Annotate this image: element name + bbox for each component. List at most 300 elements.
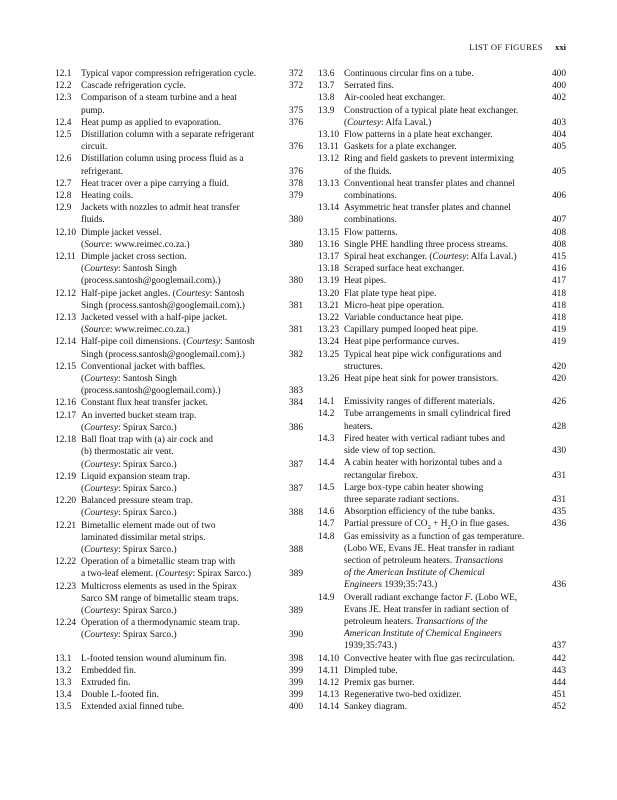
figure-number: 12.8 bbox=[55, 191, 72, 202]
figure-page-number: 415 bbox=[551, 252, 566, 263]
caption-line: Fired heater with vertical radiant tubes and bbox=[344, 433, 505, 444]
figure-entry bbox=[55, 80, 303, 92]
figure-entry bbox=[55, 495, 303, 519]
caption-line: Absorption efficiency of the tube banks. bbox=[344, 507, 495, 518]
figure-page-number: 416 bbox=[551, 264, 566, 275]
caption-line: Operation of a bimetallic steam trap with bbox=[81, 557, 236, 568]
figure-page-number: 386 bbox=[288, 422, 303, 433]
caption-line: Singh (process.santosh@googlemail.com).) bbox=[81, 349, 245, 360]
figure-entry bbox=[318, 336, 566, 348]
figure-caption bbox=[344, 68, 536, 80]
figure-page-number: 402 bbox=[551, 93, 566, 104]
figure-page-number: 444 bbox=[551, 677, 566, 688]
caption-line: Construction of a typical plate heat exchanger. bbox=[344, 105, 519, 116]
figure-caption bbox=[81, 336, 273, 360]
caption-line: side view of top section. bbox=[344, 446, 436, 457]
caption-line: (Courtesy: Spirax Sarco.) bbox=[81, 422, 177, 433]
figure-caption bbox=[344, 701, 536, 713]
figure-page-number: 406 bbox=[551, 191, 566, 202]
figure-entry bbox=[318, 105, 566, 129]
caption-line: Capillary pumped looped heat pipe. bbox=[344, 325, 479, 336]
caption-line: fluids. bbox=[81, 215, 105, 226]
caption-line: Distillation column using process fluid as a bbox=[81, 154, 244, 165]
figure-caption bbox=[344, 239, 536, 251]
caption-line: laminated dissimilar metal strips. bbox=[81, 532, 206, 543]
caption-line: Large box-type cabin heater showing bbox=[344, 482, 484, 493]
figure-number: 14.2 bbox=[318, 409, 335, 420]
caption-line: Comparison of a steam turbine and a heat bbox=[81, 93, 237, 104]
figure-entry bbox=[318, 665, 566, 677]
figure-caption bbox=[344, 141, 536, 153]
figure-entry bbox=[55, 190, 303, 202]
figure-entry bbox=[55, 361, 303, 398]
figure-page-number: 408 bbox=[551, 227, 566, 238]
figure-page-number: 372 bbox=[288, 81, 303, 92]
figure-number: 13.17 bbox=[318, 252, 340, 263]
figure-number: 12.4 bbox=[55, 117, 72, 128]
caption-line: petroleum heaters. Transactions of the bbox=[344, 616, 488, 627]
figure-page-number: 451 bbox=[551, 690, 566, 701]
figure-number: 14.6 bbox=[318, 507, 335, 518]
figure-entry bbox=[318, 129, 566, 141]
figure-caption bbox=[81, 117, 273, 129]
caption-line: Dimpled tube. bbox=[344, 665, 398, 676]
figure-number: 13.26 bbox=[318, 374, 340, 385]
figure-number: 13.11 bbox=[318, 142, 339, 153]
figure-entry bbox=[318, 457, 566, 481]
caption-line: Flat plate type heat pipe. bbox=[344, 288, 437, 299]
figure-caption bbox=[344, 531, 536, 592]
caption-line: a two-leaf element. (Courtesy: Spirax Sarco.) bbox=[81, 569, 252, 580]
figure-number: 12.23 bbox=[55, 581, 77, 592]
caption-line: Dimple jacket cross section. bbox=[81, 252, 187, 263]
figure-caption bbox=[81, 68, 273, 80]
figure-page-number: 431 bbox=[551, 470, 566, 481]
figure-entry bbox=[318, 653, 566, 665]
figure-number: 12.13 bbox=[55, 313, 77, 324]
figure-entry bbox=[318, 312, 566, 324]
caption-line: Bimetallic element made out of two bbox=[81, 520, 216, 531]
figure-entry bbox=[318, 689, 566, 701]
figure-number: 13.15 bbox=[318, 227, 340, 238]
figure-number: 12.16 bbox=[55, 398, 77, 409]
figure-caption bbox=[81, 80, 273, 92]
figure-entry bbox=[318, 80, 566, 92]
figure-caption bbox=[344, 433, 536, 457]
figure-caption bbox=[344, 153, 536, 177]
figure-entry bbox=[318, 227, 566, 239]
figure-caption bbox=[81, 361, 273, 398]
figure-entry bbox=[55, 701, 303, 713]
figure-number: 13.7 bbox=[318, 81, 335, 92]
caption-line: Asymmetric heat transfer plates and channel bbox=[344, 203, 511, 214]
caption-line: Serrated fins. bbox=[344, 81, 394, 92]
caption-line: of the American Institute of Chemical bbox=[344, 568, 485, 579]
figure-page-number: 428 bbox=[551, 421, 566, 432]
figure-number: 13.6 bbox=[318, 69, 335, 79]
caption-line: 1939;35:743.) bbox=[344, 641, 397, 652]
caption-line: Ring and field gaskets to prevent intermixing bbox=[344, 154, 514, 165]
figure-number: 13.8 bbox=[318, 93, 335, 104]
figure-caption bbox=[344, 92, 536, 104]
figure-number: 13.13 bbox=[318, 178, 340, 189]
figure-number: 13.21 bbox=[318, 300, 340, 311]
figure-entry bbox=[55, 117, 303, 129]
caption-line: Regenerative two-bed oxidizer. bbox=[344, 690, 462, 701]
figure-number: 14.4 bbox=[318, 458, 335, 469]
figure-page-number: 400 bbox=[551, 81, 566, 92]
running-header-title: LIST OF FIGURES bbox=[469, 42, 543, 52]
figure-page-number: 435 bbox=[551, 507, 566, 518]
caption-line: Heat pipe heat sink for power transistors. bbox=[344, 374, 499, 385]
figure-entry bbox=[55, 471, 303, 495]
figure-caption bbox=[81, 617, 273, 641]
figure-entry bbox=[318, 408, 566, 432]
figure-caption bbox=[344, 178, 536, 202]
figure-caption bbox=[344, 288, 536, 300]
figure-number: 14.3 bbox=[318, 433, 335, 444]
figure-number: 14.9 bbox=[318, 592, 335, 603]
figure-list-left-column bbox=[55, 68, 303, 714]
caption-line: Ball float trap with (a) air cock and bbox=[81, 435, 213, 446]
figure-caption bbox=[81, 495, 273, 519]
caption-line: (Courtesy: Santosh Singh bbox=[81, 374, 177, 385]
figure-entry bbox=[55, 397, 303, 409]
figure-caption bbox=[344, 653, 536, 665]
figure-entry bbox=[318, 300, 566, 312]
caption-line: Sarco SM range of bimetallic steam traps. bbox=[81, 593, 239, 604]
running-header bbox=[469, 42, 566, 52]
figure-caption bbox=[344, 129, 536, 141]
figure-page-number: 426 bbox=[551, 397, 566, 408]
figure-page-number: 399 bbox=[288, 690, 303, 701]
caption-line: rectangular firebox. bbox=[344, 470, 418, 481]
caption-line: Heat pump as applied to evaporation. bbox=[81, 117, 222, 128]
caption-line: Dimple jacket vessel. bbox=[81, 227, 162, 238]
figure-page-number: 389 bbox=[288, 605, 303, 616]
figure-caption bbox=[344, 482, 536, 506]
figure-page-number: 417 bbox=[551, 276, 566, 287]
figure-entry bbox=[55, 227, 303, 251]
caption-line: (process.santosh@googlemail.com).) bbox=[81, 386, 221, 397]
caption-line: (Lobo WE, Evans JE. Heat transfer in radiant bbox=[344, 543, 515, 554]
figure-page-number: 418 bbox=[551, 313, 566, 324]
figure-page-number: 405 bbox=[551, 166, 566, 177]
figure-number: 13.9 bbox=[318, 105, 335, 116]
caption-line: Micro-heat pipe operation. bbox=[344, 300, 445, 311]
figure-caption bbox=[344, 263, 536, 275]
caption-line: Heat pipes. bbox=[344, 276, 387, 287]
figure-page-number: 378 bbox=[288, 178, 303, 189]
figure-page-number: 404 bbox=[551, 130, 566, 141]
figure-number: 13.1 bbox=[55, 653, 72, 664]
figure-caption bbox=[81, 178, 273, 190]
caption-line: Convective heater with flue gas recirculation. bbox=[344, 653, 515, 664]
figure-number: 12.2 bbox=[55, 81, 72, 92]
figure-entry bbox=[55, 312, 303, 336]
caption-line: (Courtesy: Spirax Sarco.) bbox=[81, 459, 177, 470]
figure-page-number: 387 bbox=[288, 483, 303, 494]
caption-line: (Courtesy: Spirax Sarco.) bbox=[81, 630, 177, 641]
caption-line: Extended axial finned tube. bbox=[81, 702, 185, 713]
figure-entry bbox=[318, 592, 566, 653]
figure-number: 14.13 bbox=[318, 690, 340, 701]
figure-number: 12.10 bbox=[55, 227, 77, 238]
figure-entry bbox=[318, 506, 566, 518]
caption-line: Jackets with nozzles to admit heat transfer bbox=[81, 203, 240, 214]
caption-line: Premix gas burner. bbox=[344, 677, 415, 688]
caption-line: Jacketed vessel with a half-pipe jacket. bbox=[81, 313, 228, 324]
caption-line: Flow patterns. bbox=[344, 227, 398, 238]
figure-number: 13.20 bbox=[318, 288, 340, 299]
caption-line: three separate radiant sections. bbox=[344, 494, 460, 505]
figure-caption bbox=[344, 324, 536, 336]
caption-line: Conventional jacket with baffles. bbox=[81, 361, 206, 372]
figure-caption bbox=[81, 677, 273, 689]
figure-page-number: 407 bbox=[551, 215, 566, 226]
figure-entry bbox=[55, 434, 303, 471]
figure-entry bbox=[318, 701, 566, 713]
caption-line: Single PHE handling three process streams. bbox=[344, 239, 509, 250]
figure-page-number: 419 bbox=[551, 337, 566, 348]
caption-line: Gaskets for a plate exchanger. bbox=[344, 142, 457, 153]
figure-caption bbox=[81, 190, 273, 202]
figure-entry bbox=[318, 396, 566, 408]
figure-entry bbox=[55, 520, 303, 557]
caption-line: Overall radiant exchange factor F. (Lobo WE, bbox=[344, 592, 518, 603]
figure-entry bbox=[318, 518, 566, 530]
caption-line: Flow patterns in a plate heat exchanger. bbox=[344, 130, 493, 141]
caption-line: circuit. bbox=[81, 142, 108, 153]
caption-line: Tube arrangements in small cylindrical fired bbox=[344, 409, 511, 420]
figure-caption bbox=[344, 80, 536, 92]
figure-number: 14.10 bbox=[318, 653, 340, 664]
figure-number: 12.24 bbox=[55, 618, 77, 629]
figure-entry bbox=[55, 677, 303, 689]
figure-entry bbox=[318, 239, 566, 251]
figure-page-number: 381 bbox=[288, 325, 303, 336]
figure-page-number: 420 bbox=[551, 361, 566, 372]
figure-caption bbox=[344, 275, 536, 287]
figure-number: 12.1 bbox=[55, 69, 72, 79]
figure-caption bbox=[344, 689, 536, 701]
figure-page-number: 376 bbox=[288, 142, 303, 153]
caption-line: Scraped surface heat exchanger. bbox=[344, 264, 465, 275]
figure-page-number: 376 bbox=[288, 117, 303, 128]
figure-caption bbox=[81, 129, 273, 153]
figure-number: 14.7 bbox=[318, 519, 335, 530]
caption-line: Partial pressure of $CO_2 + H_2O$ in flue gases. bbox=[344, 519, 510, 532]
figure-entry bbox=[55, 251, 303, 288]
caption-line: section of petroleum heaters. Transactions bbox=[344, 555, 504, 566]
figure-entry bbox=[318, 178, 566, 202]
caption-line: Engineers 1939;35:743.) bbox=[344, 580, 438, 591]
section-gap bbox=[318, 385, 566, 396]
figure-page-number: 372 bbox=[288, 69, 303, 79]
figure-caption bbox=[344, 457, 536, 481]
figure-page-number: 389 bbox=[288, 569, 303, 580]
caption-line: A cabin heater with horizontal tubes and a bbox=[344, 458, 503, 469]
figure-page-number: 376 bbox=[288, 166, 303, 177]
figure-number: 12.20 bbox=[55, 496, 77, 507]
figure-number: 12.19 bbox=[55, 471, 77, 482]
caption-line: (Courtesy: Santosh Singh bbox=[81, 264, 177, 275]
figure-page-number: 381 bbox=[288, 300, 303, 311]
caption-line: Embedded fin. bbox=[81, 665, 137, 676]
figure-entry bbox=[318, 263, 566, 275]
caption-line: Heating coils. bbox=[81, 191, 134, 202]
figure-page-number: 420 bbox=[551, 374, 566, 385]
figure-caption bbox=[344, 408, 536, 432]
figure-caption bbox=[81, 312, 273, 336]
caption-line: Air-cooled heat exchanger. bbox=[344, 93, 446, 104]
figure-caption bbox=[344, 105, 536, 129]
figure-entry bbox=[318, 349, 566, 373]
caption-line: L-footed tension wound aluminum fin. bbox=[81, 653, 227, 664]
caption-line: combinations. bbox=[344, 215, 397, 226]
caption-line: Double L-footed fin. bbox=[81, 690, 159, 701]
figure-page-number: 436 bbox=[551, 519, 566, 530]
figure-page-number: 380 bbox=[288, 215, 303, 226]
figure-page-number: 379 bbox=[288, 191, 303, 202]
figure-entry bbox=[318, 68, 566, 80]
caption-line: heaters. bbox=[344, 421, 373, 432]
figure-entry bbox=[318, 677, 566, 689]
figure-page-number: 399 bbox=[288, 677, 303, 688]
figure-entry bbox=[55, 68, 303, 80]
figure-caption bbox=[81, 689, 273, 701]
figure-number: 12.12 bbox=[55, 288, 77, 299]
figure-caption bbox=[81, 701, 273, 713]
figure-entry bbox=[55, 153, 303, 177]
figure-caption bbox=[344, 506, 536, 518]
caption-line: Balanced pressure steam trap. bbox=[81, 496, 193, 507]
caption-line: of the fluids. bbox=[344, 166, 392, 177]
caption-line: Conventional heat transfer plates and channel bbox=[344, 178, 516, 189]
figure-page-number: 431 bbox=[551, 494, 566, 505]
figure-caption bbox=[81, 665, 273, 677]
figure-page-number: 398 bbox=[288, 653, 303, 664]
figure-entry bbox=[318, 92, 566, 104]
figure-number: 13.10 bbox=[318, 130, 340, 141]
figure-caption bbox=[81, 410, 273, 434]
figure-entry bbox=[55, 202, 303, 226]
figure-number: 12.21 bbox=[55, 520, 77, 531]
caption-line: (process.santosh@googlemail.com).) bbox=[81, 276, 221, 287]
caption-line: Constant flux heat transfer jacket. bbox=[81, 398, 208, 409]
figure-caption bbox=[344, 227, 536, 239]
figure-number: 14.1 bbox=[318, 397, 335, 408]
caption-line: combinations. bbox=[344, 191, 397, 202]
figure-caption bbox=[344, 312, 536, 324]
figure-page-number: 380 bbox=[288, 276, 303, 287]
figure-caption bbox=[81, 556, 273, 580]
figure-list-right-column bbox=[318, 68, 566, 714]
figure-page-number: 405 bbox=[551, 142, 566, 153]
figure-number: 12.3 bbox=[55, 93, 72, 104]
caption-line: (Courtesy: Spirax Sarco.) bbox=[81, 483, 177, 494]
figure-number: 12.17 bbox=[55, 410, 77, 421]
figure-page-number: 388 bbox=[288, 508, 303, 519]
caption-line: (Courtesy: Spirax Sarco.) bbox=[81, 544, 177, 555]
figure-number: 13.5 bbox=[55, 702, 72, 713]
caption-line: structures. bbox=[344, 361, 383, 372]
figure-entry bbox=[318, 531, 566, 592]
caption-line: (Courtesy: Alfa Laval.) bbox=[344, 117, 432, 128]
figure-caption bbox=[344, 251, 536, 263]
figure-caption bbox=[81, 520, 273, 557]
caption-line: Variable conductance heat pipe. bbox=[344, 313, 464, 324]
figure-entry bbox=[55, 653, 303, 665]
caption-line: pump. bbox=[81, 105, 105, 116]
figure-number: 13.24 bbox=[318, 337, 340, 348]
caption-line: Distillation column with a separate refrigerant bbox=[81, 130, 255, 141]
caption-line: Half-pipe coil dimensions. (Courtesy: Santosh bbox=[81, 337, 255, 348]
figure-caption bbox=[344, 396, 536, 408]
caption-line: Emissivity ranges of different materials. bbox=[344, 397, 495, 408]
figure-caption bbox=[344, 592, 536, 653]
caption-line: Typical vapor compression refrigeration cycle. bbox=[81, 69, 257, 79]
figure-caption bbox=[344, 336, 536, 348]
figure-number: 12.14 bbox=[55, 337, 77, 348]
caption-line: Typical heat pipe wick configurations and bbox=[344, 349, 502, 360]
caption-line: (Courtesy: Spirax Sarco.) bbox=[81, 508, 177, 519]
figure-caption bbox=[344, 349, 536, 373]
figure-caption bbox=[81, 202, 273, 226]
figure-caption bbox=[81, 153, 273, 177]
caption-line: Operation of a thermodynamic steam trap. bbox=[81, 618, 240, 629]
figure-entry bbox=[55, 336, 303, 360]
figure-entry bbox=[318, 373, 566, 385]
figure-page-number: 383 bbox=[288, 386, 303, 397]
figure-page-number: 399 bbox=[288, 665, 303, 676]
caption-line: Spiral heat exchanger. (Courtesy: Alfa Laval.) bbox=[344, 252, 517, 263]
figure-caption bbox=[81, 653, 273, 665]
figure-caption bbox=[344, 300, 536, 312]
figure-entry bbox=[55, 581, 303, 618]
figure-page-number: 388 bbox=[288, 544, 303, 555]
caption-line: Heat pipe performance curves. bbox=[344, 337, 460, 348]
caption-line: (b) thermostatic air vent. bbox=[81, 447, 174, 458]
figure-page-number: 387 bbox=[288, 459, 303, 470]
figure-caption bbox=[81, 288, 273, 312]
figure-number: 13.22 bbox=[318, 313, 340, 324]
figure-number: 12.22 bbox=[55, 557, 77, 568]
figure-entry bbox=[55, 410, 303, 434]
figure-number: 13.18 bbox=[318, 264, 340, 275]
figure-caption bbox=[81, 471, 273, 495]
figure-page-number: 418 bbox=[551, 288, 566, 299]
caption-line: Sankey diagram. bbox=[344, 702, 408, 713]
figure-number: 12.6 bbox=[55, 154, 72, 165]
caption-line: Half-pipe jacket angles. (Courtesy: Santosh bbox=[81, 288, 245, 299]
section-gap bbox=[55, 642, 303, 653]
caption-line: Multicross elements as used in the Spirax bbox=[81, 581, 237, 592]
figure-number: 12.15 bbox=[55, 361, 77, 372]
figure-caption bbox=[344, 518, 536, 530]
caption-line: American Institute of Chemical Engineers bbox=[344, 629, 502, 640]
figure-page-number: 382 bbox=[288, 349, 303, 360]
figure-entry bbox=[318, 433, 566, 457]
figure-entry bbox=[55, 178, 303, 190]
caption-line: Liquid expansion steam trap. bbox=[81, 471, 190, 482]
figure-page-number: 437 bbox=[551, 641, 566, 652]
figure-page-number: 400 bbox=[288, 702, 303, 713]
figure-page-number: 443 bbox=[551, 665, 566, 676]
figure-caption bbox=[344, 373, 536, 385]
figure-number: 13.16 bbox=[318, 239, 340, 250]
figure-number: 13.23 bbox=[318, 325, 340, 336]
